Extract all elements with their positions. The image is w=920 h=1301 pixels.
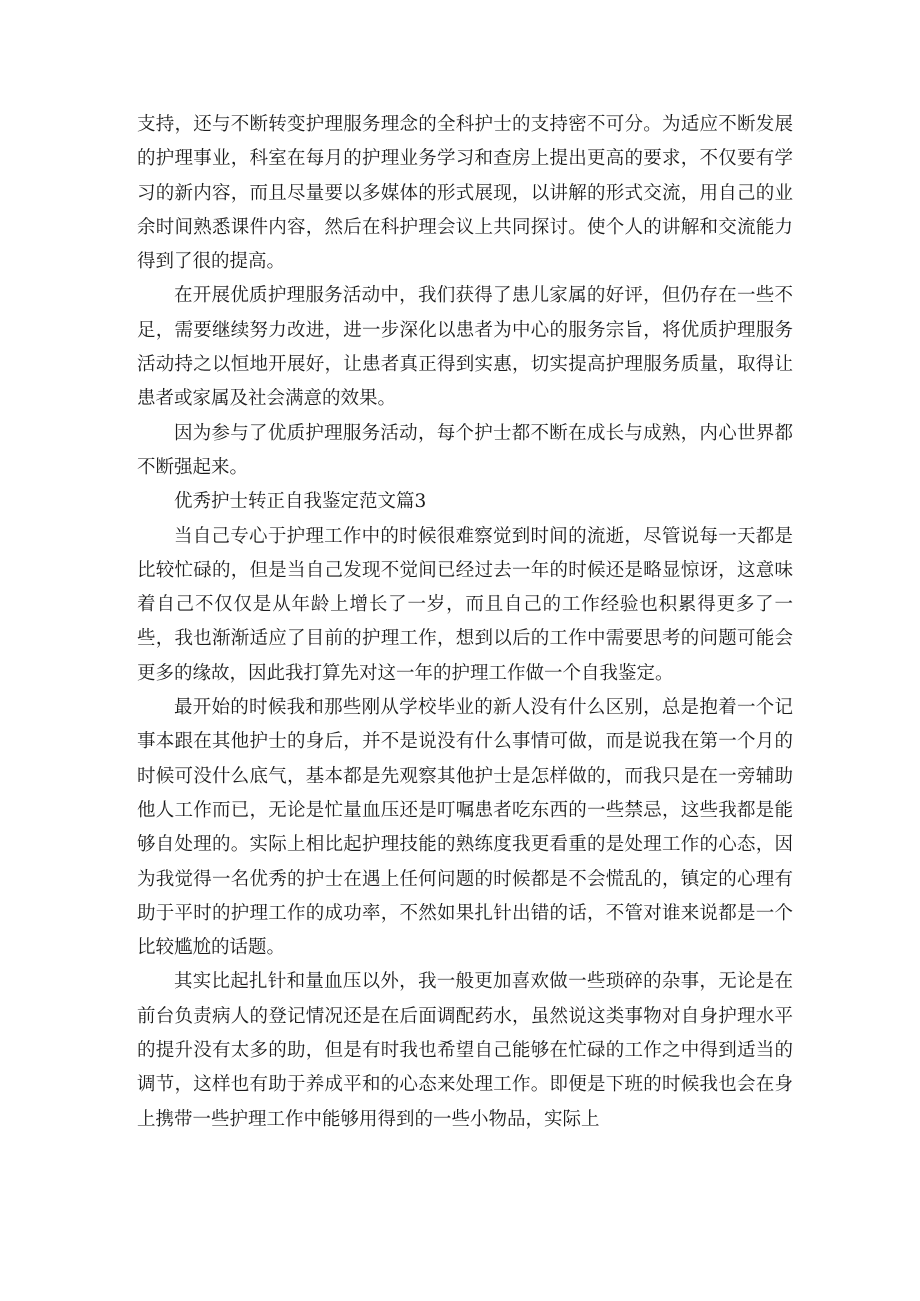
section-heading: 优秀护士转正自我鉴定范文篇3	[174, 491, 427, 513]
paragraph-chores: 其实比起扎针和量血压以外，我一般更加喜欢做一些琐碎的杂事，无论是在前台负责病人的登记情况还是在后面调配药水，虽然说这类事物对自身护理水平的提升没有太多的助，但是有时我也希望自己能够在忙碌的工作之中得到适当的调节，这样也有助于养成平和的心态来处理工作。即便是下班的时候我也会在身上携带一些护理工作中能够用得到的一些小物品，实际上	[137, 971, 793, 1130]
paragraph-beginning: 最开始的时候我和那些刚从学校毕业的新人没有什么区别，总是抱着一个记事本跟在其他护士的身后，并不是说没有什么事情可做，而是说我在第一个月的时候可没什么底气，基本都是先观察其他护士是怎样做的，而我只是在一旁辅助他人工作而已，无论是忙量血压还是叮嘱患者吃东西的一些禁忌，这些我都是能够自处理的。实际上相比起护理技能的熟练度我更看重的是处理工作的心态，因为我觉得一名优秀的护士在遇上任何问题的时候都是不会慌乱的，镇定的心理有助于平时的护理工作的成功率，不然如果扎针出错的话，不管对谁来说都是一个比较尴尬的话题。	[137, 697, 793, 959]
paragraph-service-activity: 在开展优质护理服务活动中，我们获得了患儿家属的好评，但仍存在一些不足，需要继续努力改进，进一步深化以患者为中心的服务宗旨，将优质护理服务活动持之以恒地开展好，让患者真正得到实惠，切实提高护理服务质量，取得让患者或家属及社会满意的效果。	[137, 285, 793, 410]
document-page	[137, 108, 793, 1137]
paragraph-continuation: 支持，还与不断转变护理服务理念的全科护士的支持密不可分。为适应不断发展的护理事业，科室在每月的护理业务学习和查房上提出更高的要求，不仅要有学习的新内容，而且尽量要以多媒体的形式展现，以讲解的形式交流，用自己的业余时间熟悉课件内容，然后在科护理会议上共同探讨。使个人的讲解和交流能力得到了很的提高。	[137, 114, 793, 273]
paragraph-growth: 因为参与了优质护理服务活动，每个护士都不断在成长与成熟，内心世界都不断强起来。	[137, 422, 793, 478]
paragraph-time-passing: 当自己专心于护理工作中的时候很难察觉到时间的流逝，尽管说每一天都是比较忙碌的，但是当自己发现不觉间已经过去一年的时候还是略显惊讶，这意味着自己不仅仅是从年龄上增长了一岁，而且自己的工作经验也积累得更多了一些，我也渐渐适应了目前的护理工作，想到以后的工作中需要思考的问题可能会更多的缘故，因此我打算先对这一年的护理工作做一个自我鉴定。	[137, 525, 793, 684]
